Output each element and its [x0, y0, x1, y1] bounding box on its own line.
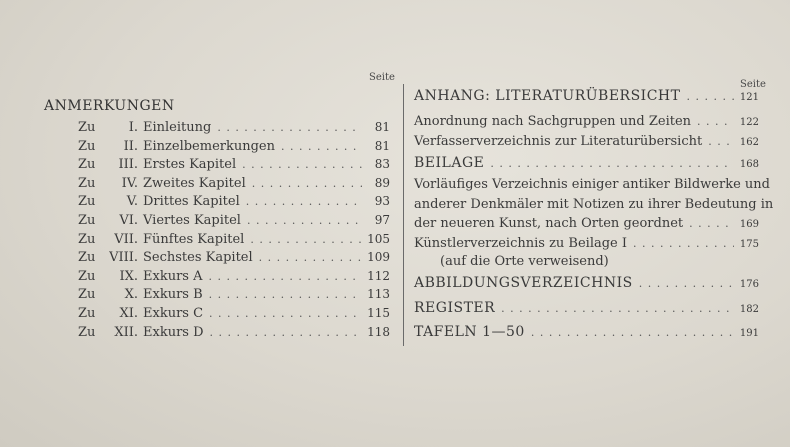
- entry-prefix: Zu: [78, 120, 96, 135]
- toc-entry-vorlaeufig: [414, 216, 759, 231]
- anmerkungen-entry: [78, 250, 390, 265]
- entry-prefix: Zu: [78, 250, 96, 266]
- leader-dots: [209, 288, 361, 301]
- entry-roman-numeral: III.: [118, 157, 138, 173]
- entry-page: 112: [367, 268, 390, 283]
- entry-title: Anordnung nach Sachgruppen und Zeiten: [414, 114, 692, 129]
- entry-page: 182: [739, 304, 759, 315]
- leader-dots: [689, 217, 734, 230]
- anmerkungen-entry: [78, 176, 390, 191]
- entry-title: REGISTER: [414, 300, 496, 316]
- kuenstler-note: (auf die Orte verweisend): [440, 254, 609, 269]
- leader-dots: [531, 326, 734, 339]
- toc-entry-anhang: [414, 88, 759, 104]
- entry-roman-numeral: VI.: [119, 213, 138, 228]
- entry-roman-numeral: VII.: [114, 231, 138, 247]
- leader-dots: [209, 307, 361, 320]
- vorlaeufig-line-2: anderer Denkmäler mit Notizen zu ihrer Bedeutung in: [414, 197, 774, 212]
- entry-title: Fünftes Kapitel: [143, 231, 245, 247]
- toc-entry-kuenstler: [414, 236, 759, 251]
- entry-page: 176: [739, 279, 759, 290]
- entry-roman-numeral: IX.: [119, 268, 138, 284]
- entry-prefix: Zu: [78, 213, 96, 228]
- entry-title: ANHANG: LITERATURÜBERSICHT: [414, 88, 681, 104]
- entry-page: 113: [367, 287, 390, 302]
- entry-roman-numeral: XII.: [114, 324, 138, 340]
- entry-prefix: Zu: [78, 194, 96, 210]
- entry-page: 191: [739, 328, 759, 339]
- entry-roman-numeral: X.: [124, 287, 138, 303]
- entry-title: Zweites Kapitel: [143, 175, 246, 191]
- seite-label-right: Seite: [740, 79, 766, 90]
- anmerkungen-entry: [78, 232, 390, 247]
- leader-dots: [242, 158, 362, 171]
- leader-dots: [252, 177, 362, 190]
- toc-entry-verfasser: [414, 134, 759, 149]
- entry-page: 122: [739, 117, 759, 128]
- entry-page: 81: [374, 120, 390, 134]
- entry-title: ABBILDUNGSVERZEICHNIS: [414, 275, 633, 291]
- anmerkungen-entry: [78, 157, 390, 172]
- entry-page: 169: [739, 219, 759, 230]
- anmerkungen-entry: [78, 306, 390, 321]
- leader-dots: [708, 135, 734, 148]
- entry-title: Exkurs B: [143, 287, 203, 303]
- entry-title: Sechstes Kapitel: [143, 250, 253, 266]
- entry-page: 115: [367, 306, 390, 320]
- leader-dots: [247, 214, 362, 227]
- leader-dots: [686, 90, 733, 103]
- entry-roman-numeral: II.: [123, 138, 138, 154]
- entry-page: 162: [739, 137, 759, 148]
- entry-title: BEILAGE: [414, 155, 485, 171]
- entry-prefix: Zu: [78, 138, 96, 154]
- entry-title: Einleitung: [143, 120, 212, 135]
- entry-prefix: Zu: [78, 231, 96, 247]
- entry-title: Verfasserverzeichnis zur Literaturübersicht: [414, 134, 703, 149]
- entry-page: 89: [374, 175, 390, 190]
- leader-dots: [259, 251, 361, 264]
- entry-page: 105: [367, 231, 390, 246]
- entry-title: Viertes Kapitel: [143, 213, 241, 228]
- entry-roman-numeral: I.: [128, 120, 138, 135]
- entry-page: 168: [739, 159, 759, 170]
- entry-title: Exkurs C: [143, 306, 204, 321]
- entry-roman-numeral: VIII.: [109, 250, 138, 266]
- toc-entry-abbildung: [414, 275, 759, 291]
- leader-dots: [697, 115, 734, 128]
- anmerkungen-entry: [78, 139, 390, 154]
- entry-title: Künstlerverzeichnis zu Beilage I: [414, 236, 628, 251]
- entry-roman-numeral: V.: [126, 194, 138, 210]
- anmerkungen-entry: [78, 194, 390, 209]
- column-divider: [403, 84, 404, 346]
- entry-prefix: Zu: [78, 157, 96, 173]
- leader-dots: [639, 277, 734, 290]
- anmerkungen-entry: [78, 325, 390, 340]
- leader-dots: [250, 233, 361, 246]
- entry-title: Exkurs A: [143, 268, 203, 284]
- leader-dots: [246, 195, 362, 208]
- toc-entry-beilage: [414, 155, 759, 171]
- entry-title: Erstes Kapitel: [143, 157, 237, 173]
- entry-prefix: Zu: [78, 324, 96, 340]
- leader-dots: [281, 140, 362, 153]
- entry-page: 109: [367, 250, 390, 265]
- seite-label-left: Seite: [369, 72, 395, 83]
- entry-page: 118: [367, 324, 390, 339]
- toc-entry-register: [414, 300, 759, 316]
- entry-page: 81: [374, 138, 390, 153]
- leader-dots: [208, 270, 361, 283]
- anmerkungen-entry: [78, 213, 390, 228]
- leader-dots: [633, 237, 734, 250]
- anmerkungen-heading: ANMERKUNGEN: [44, 98, 175, 114]
- entry-page: 97: [374, 213, 390, 227]
- entry-prefix: Zu: [78, 287, 96, 303]
- entry-prefix: Zu: [78, 175, 96, 191]
- entry-prefix: Zu: [78, 268, 96, 284]
- toc-entry-tafeln: [414, 324, 759, 340]
- toc-entry-anordnung: [414, 114, 759, 129]
- entry-title: Einzelbemerkungen: [143, 138, 275, 154]
- entry-title: TAFELN 1—50: [414, 324, 525, 340]
- entry-roman-numeral: XI.: [119, 306, 138, 321]
- leader-dots: [210, 326, 362, 339]
- entry-page: 175: [739, 239, 759, 250]
- entry-title: Exkurs D: [143, 324, 204, 340]
- leader-dots: [501, 302, 734, 315]
- anmerkungen-entry: [78, 269, 390, 284]
- entry-page: 121: [739, 92, 759, 103]
- entry-title: der neueren Kunst, nach Orten geordnet: [414, 216, 684, 231]
- leader-dots: [217, 121, 362, 134]
- entry-page: 93: [374, 194, 390, 209]
- entry-page: 83: [374, 157, 390, 172]
- entry-roman-numeral: IV.: [121, 175, 138, 191]
- leader-dots: [490, 157, 734, 170]
- anmerkungen-entry: [78, 287, 390, 302]
- anmerkungen-entry: [78, 120, 390, 135]
- entry-prefix: Zu: [78, 306, 96, 321]
- vorlaeufig-line-1: Vorläufiges Verzeichnis einiger antiker Bildwerke und: [414, 177, 770, 192]
- entry-title: Drittes Kapitel: [143, 194, 240, 210]
